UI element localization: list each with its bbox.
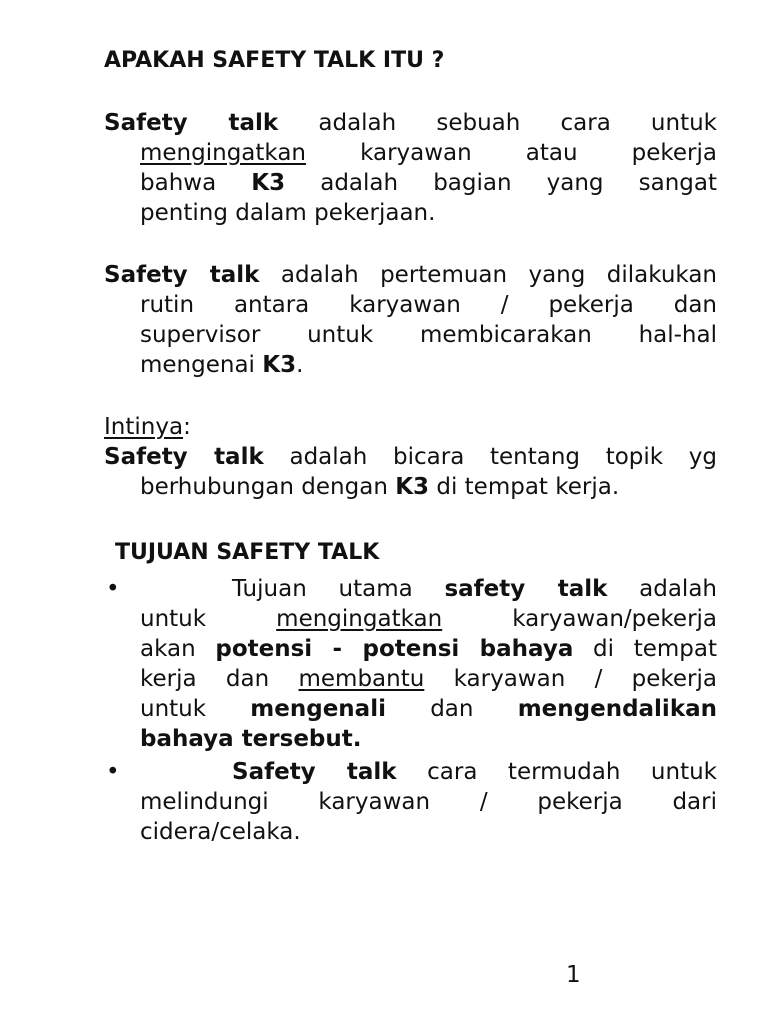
section-title-tujuan: TUJUAN SAFETY TALK [115,540,380,565]
paragraph-line [104,320,717,350]
term-bahaya-tersebut: bahaya tersebut. [140,726,362,752]
text-span: karyawan / pekerja [453,666,717,692]
paragraph-line [104,757,717,787]
text-span: kerja dan [140,666,270,692]
text-span: di tempat kerja. [436,474,620,500]
text-span: supervisor untuk membicarakan hal-hal [140,322,717,348]
term-safety-talk: Safety talk [232,759,397,785]
text-span: melindungi karyawan / pekerja dari [140,789,717,815]
text-span: adalah pertemuan yang dilakukan [280,262,717,288]
text-span: dan [430,696,474,722]
paragraph-line [104,787,717,817]
paragraph-line [104,108,717,138]
page-number: 1 [566,962,581,988]
term-k3: K3 [262,352,297,378]
underlined-word: mengingatkan [140,140,306,166]
bullet-item-1 [104,574,717,754]
paragraph-line [104,290,717,320]
paragraph-definition-1 [104,108,717,228]
text-span: adalah bicara tentang topik yg [289,444,717,470]
paragraph-line [104,350,717,380]
text-span: penting dalam pekerjaan. [140,200,436,226]
text-span: karyawan/pekerja [512,606,718,632]
text-span: karyawan atau pekerja [360,140,717,166]
term-safety-talk: Safety talk [104,110,279,136]
text-span: cara termudah untuk [427,759,717,785]
paragraph-intinya [104,442,717,502]
term-safety-talk: safety talk [444,576,608,602]
term-safety-talk: Safety talk [104,262,260,288]
paragraph-line [104,442,717,472]
text-span: bahwa [140,170,217,196]
text-span: mengenai [140,352,255,378]
text-span: . [296,352,304,378]
intinya-label: Intinya [104,414,184,440]
text-span: berhubungan dengan [140,474,388,500]
text-span: untuk [140,606,207,632]
paragraph-line [104,604,717,634]
bullet-item-2 [104,757,717,847]
paragraph-line [104,664,717,694]
term-mengendalikan: mengendalikan [517,696,718,722]
text-span: di tempat [593,636,718,662]
paragraph-line [104,198,717,228]
paragraph-definition-2 [104,260,717,380]
text-span: adalah sebuah cara untuk [318,110,718,136]
paragraph-line [104,168,717,198]
text-span: untuk [140,696,207,722]
paragraph-line [104,724,717,754]
paragraph-line [104,634,717,664]
intinya-label-line [104,412,191,442]
underlined-word: membantu [298,666,425,692]
text-span: adalah [639,576,717,602]
term-k3: K3 [251,170,286,196]
term-potensi-bahaya: potensi - potensi bahaya [215,636,574,662]
bullet-icon: • [106,576,120,602]
paragraph-line [104,817,717,847]
paragraph-line [104,574,717,604]
paragraph-line [104,694,717,724]
underlined-word: mengingatkan [276,606,443,632]
paragraph-line [104,260,717,290]
text-span: adalah bagian yang sangat [320,170,718,196]
text-span: akan [140,636,196,662]
text-span: : [183,414,191,440]
text-span: Tujuan utama [232,576,413,602]
paragraph-line [104,138,717,168]
page-title: APAKAH SAFETY TALK ITU ? [104,48,445,73]
text-span: cidera/celaka. [140,819,301,845]
paragraph-line [104,472,717,502]
term-k3: K3 [395,474,430,500]
bullet-icon: • [106,759,120,785]
term-safety-talk: Safety talk [104,444,264,470]
text-span: rutin antara karyawan / pekerja dan [140,292,717,318]
term-mengenali: mengenali [250,696,386,722]
